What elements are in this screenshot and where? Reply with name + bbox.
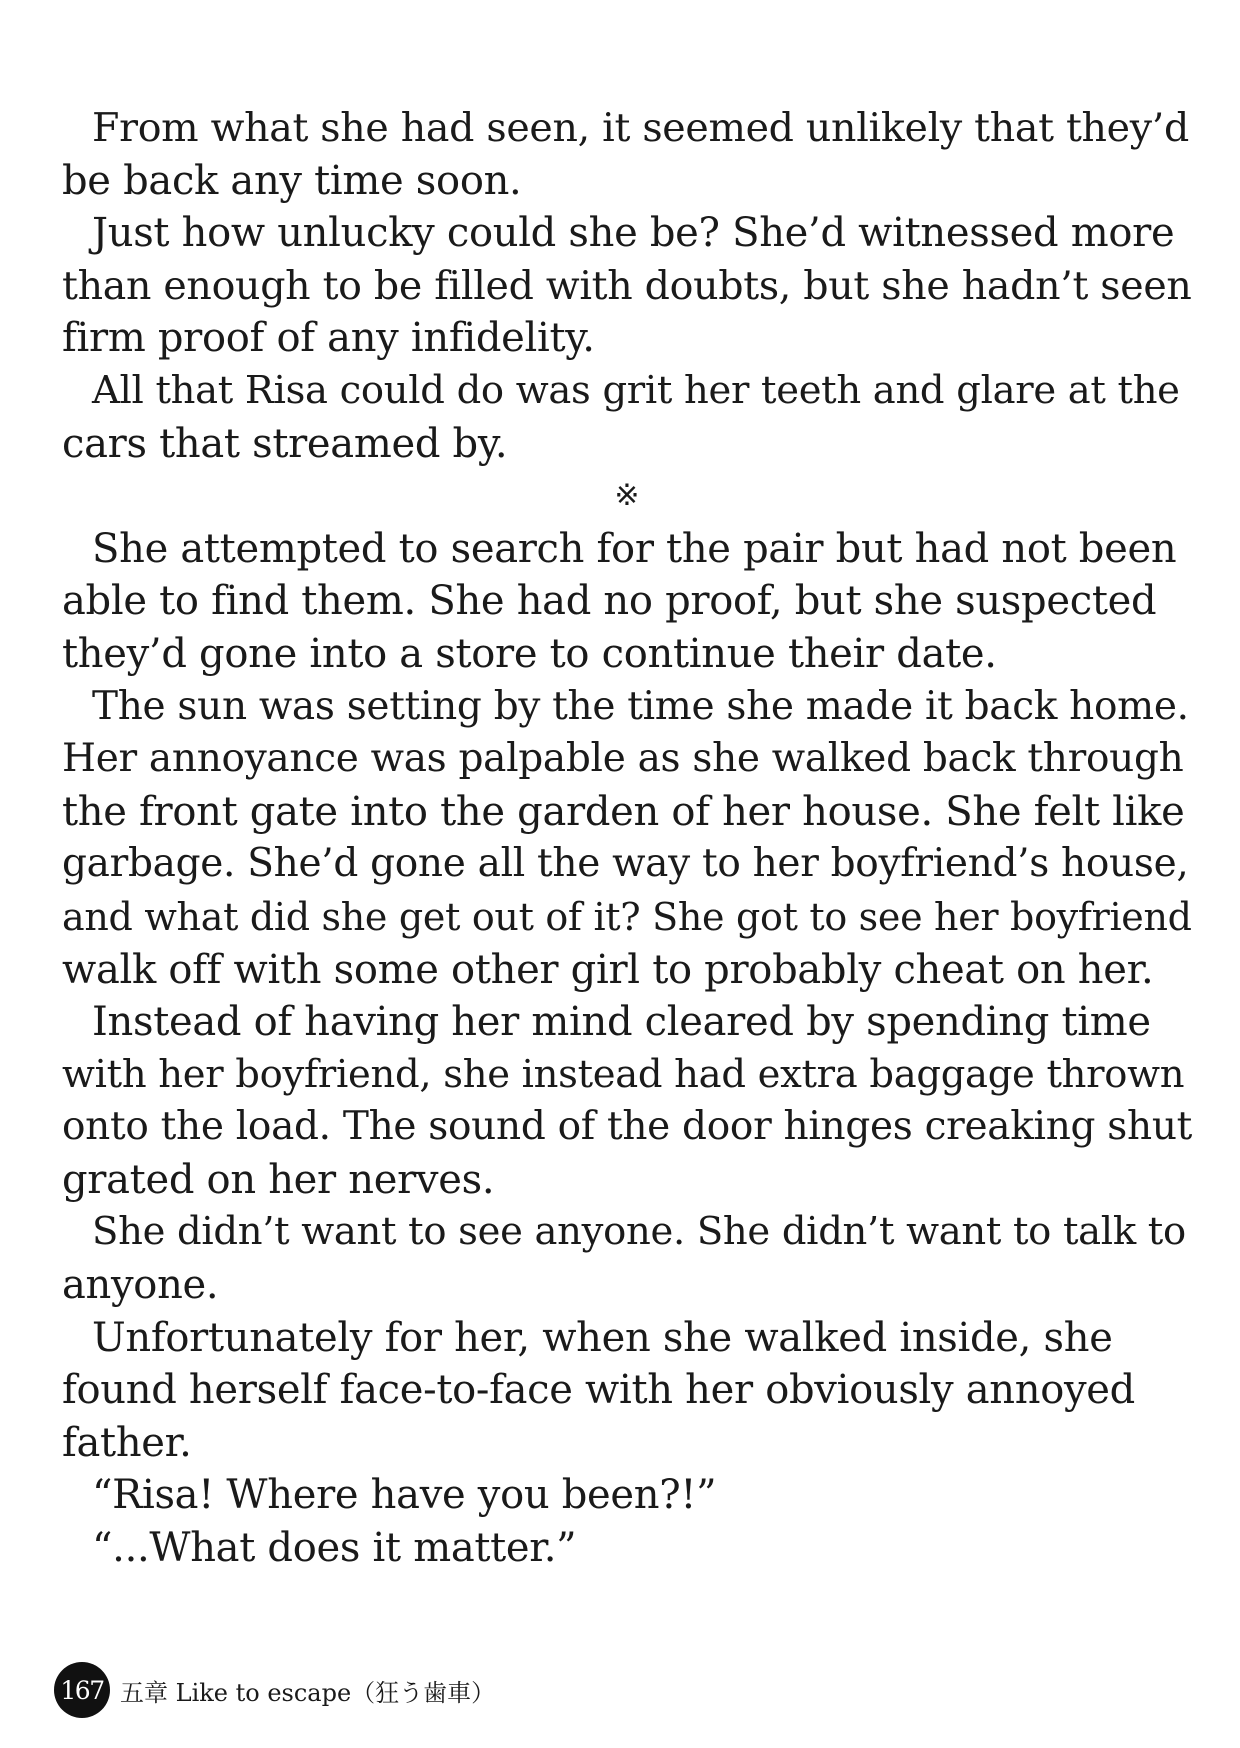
paragraph-line: than enough to be filled with doubts, but she hadn’t seen — [62, 262, 1192, 309]
paragraph-line: be back any time soon. — [62, 157, 522, 204]
paragraph-line: cars that streamed by. — [62, 420, 508, 467]
paragraph-line: found herself face-to-face with her obviously annoyed — [62, 1367, 1135, 1414]
paragraph-line: and what did she get out of it? She got to see her boyfriend — [62, 894, 1192, 939]
paragraph-line: garbage. She’d gone all the way to her boyfriend’s house, — [62, 841, 1189, 887]
body-text — [62, 102, 1192, 1575]
page-number-badge: 167 — [54, 1662, 110, 1718]
paragraph-first-line: “Risa! Where have you been?!” — [92, 1472, 717, 1519]
paragraph-line: with her boyfriend, she instead had extra baggage thrown — [62, 1051, 1185, 1097]
paragraph-first-line: Just how unlucky could she be? She’d witnessed more — [92, 210, 1175, 257]
paragraph-line: onto the load. The sound of the door hinges creaking shut — [62, 1104, 1193, 1150]
paragraph-line: able to find them. She had no proof, but she suspected — [62, 578, 1157, 625]
paragraph-first-line: From what she had seen, it seemed unlikely that they’d — [92, 105, 1190, 151]
paragraph-line: the front gate into the garden of her house. She felt like — [62, 788, 1185, 835]
scene-break-mark: ※ — [614, 478, 640, 514]
paragraph-line: father. — [62, 1419, 192, 1466]
paragraph-first-line: “...What does it matter.” — [92, 1525, 577, 1572]
paragraph-first-line: She attempted to search for the pair but had not been — [92, 525, 1177, 572]
paragraph-first-line: Unfortunately for her, when she walked inside, she — [92, 1314, 1113, 1361]
paragraph-line: firm proof of any infidelity. — [62, 315, 595, 362]
page-footer — [54, 1662, 495, 1718]
paragraph-line: anyone. — [62, 1262, 219, 1309]
paragraph-first-line: The sun was setting by the time she made it back home. — [92, 683, 1189, 729]
paragraph-line: walk off with some other girl to probably cheat on her. — [62, 946, 1154, 993]
paragraph-line: Her annoyance was palpable as she walked back through — [62, 736, 1184, 782]
paragraph-first-line: She didn’t want to see anyone. She didn’t want to talk to — [92, 1209, 1186, 1255]
paragraph-line: grated on her nerves. — [62, 1156, 495, 1203]
paragraph-line: they’d gone into a store to continue their date. — [62, 630, 997, 677]
paragraph-first-line: All that Risa could do was grit her teeth and glare at the — [92, 367, 1180, 413]
paragraph-first-line: Instead of having her mind cleared by spending time — [92, 999, 1151, 1046]
chapter-title: 五章 Like to escape（狂う歯車） — [120, 1678, 496, 1707]
